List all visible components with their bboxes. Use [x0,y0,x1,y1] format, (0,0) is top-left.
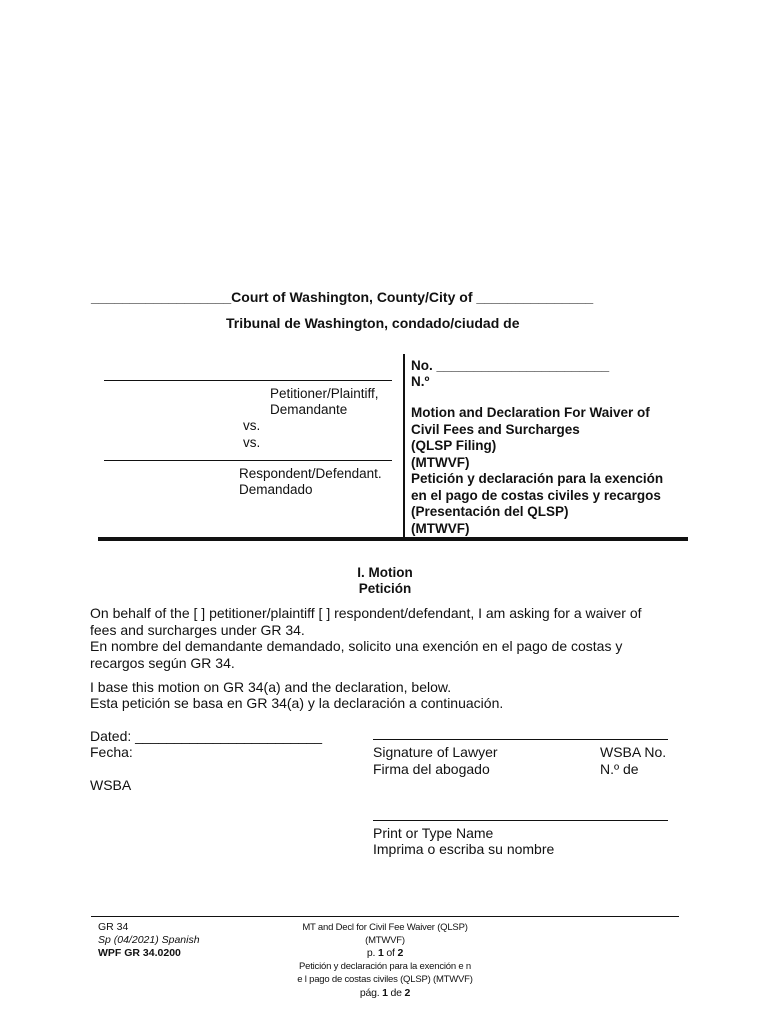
petitioner-name-line [104,380,392,381]
petitioner-label: Petitioner/Plaintiff, [270,386,379,401]
title-line: Motion and Declaration For Waiver of [411,405,650,420]
page-current-es: 1 [382,987,388,999]
lawyer-signature-label-es: Firma del abogado [373,761,490,777]
section-heading: I. Motion [357,565,413,580]
print-name-label-es: Imprima o escriba su nombre [373,841,555,857]
respondent-label-es: Demandado [239,482,313,497]
respondent-label: Respondent/Defendant. [239,466,382,481]
footer-rule [91,916,679,917]
page-of-es: de [390,987,402,999]
title-line: en el pago de costas civiles y recargos [411,487,661,503]
footer-version: Sp (04/2021) Spanish [98,934,200,946]
section-heading-es: Petición [358,581,412,596]
dated-field: Dated: ________________________ [90,728,323,744]
vs-label-es: vs. [243,435,261,450]
court-line-es: Tribunal de Washington, condado/ciudad de [226,315,520,331]
page-current: 1 [378,947,384,959]
page-total-es: 2 [404,987,411,999]
footer-page-number [245,947,525,960]
footer-title-es: Petición y declaración para la exención e n [298,961,471,972]
footer-page-number-es [245,987,525,1000]
vs-label: vs. [243,418,261,433]
title-line: (QLSP Filing) [411,438,497,453]
petitioner-label-es: Demandante [270,402,348,417]
basis-text-es: Esta petición se basa en GR 34(a) y la declaración a continuación. [90,695,504,711]
print-name-line [373,820,668,821]
document-title [411,405,663,537]
page-prefix: p. [366,947,376,959]
page-prefix-es: pág. [359,987,380,999]
wsba-number-label-es: N.º de [600,761,639,777]
page-total: 2 [397,947,404,959]
footer-wpf: WPF GR 34.0200 [98,947,181,959]
motion-text-es-line1: En nombre del demandante demandado, solicito una exención en el pago de costas y [90,638,623,654]
caption-bottom-rule [98,537,688,541]
footer-title-code: (MTWVF) [365,935,405,946]
lawyer-signature-line [373,739,668,740]
footer-title-es-2: e l pago de costas civiles (QLSP) (MTWVF) [297,974,473,985]
motion-text-line1: On behalf of the [ ] petitioner/plaintiff [ ] respondent/defendant, I am asking for a waiver of [90,605,642,621]
title-line: Civil Fees and Surcharges [411,421,580,437]
title-line: Petición y declaración para la exención [411,471,664,486]
motion-text-line2: fees and surcharges under GR 34. [90,622,305,638]
case-number-es: N.º [411,374,430,389]
title-line: (MTWVF) [411,454,470,470]
basis-text: I base this motion on GR 34(a) and the declaration, below. [90,679,452,695]
title-line: (Presentación del QLSP) [411,504,569,519]
court-line: __________________Court of Washington, County/City of _______________ [91,289,594,305]
lawyer-signature-label: Signature of Lawyer [373,744,498,760]
case-number: No. _______________________ [411,358,610,373]
caption-divider [403,354,405,538]
wsba-number-label: WSBA No. [600,744,667,760]
print-name-label: Print or Type Name [373,825,494,841]
wsba-label: WSBA [90,777,132,793]
footer-title: MT and Decl for Civil Fee Waiver (QLSP) [302,922,468,933]
respondent-name-line [104,460,392,461]
motion-text-es-line2: recargos según GR 34. [90,655,235,671]
footer-form-id: GR 34 [98,921,129,933]
page-of: of [386,947,395,959]
title-line: (MTWVF) [411,520,470,536]
dated-field-es: Fecha: [90,744,133,760]
